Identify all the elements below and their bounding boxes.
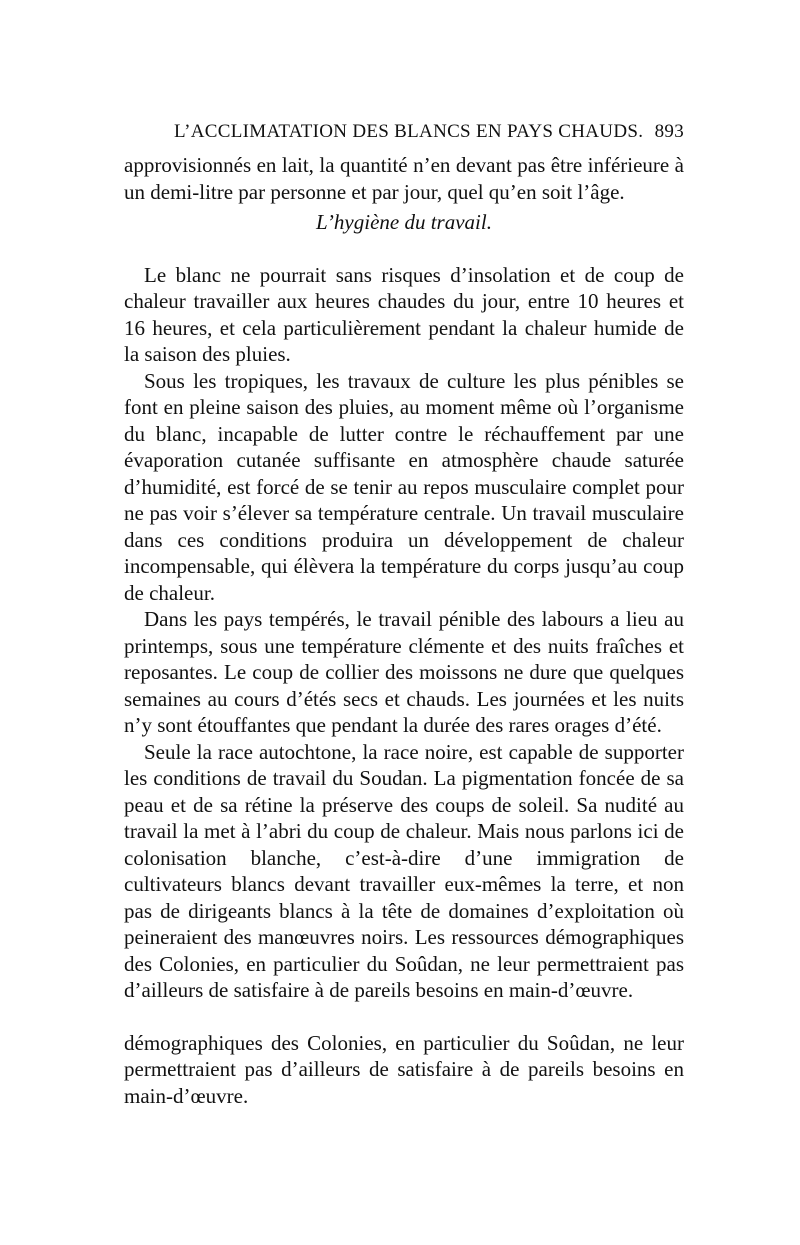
paragraph: Dans les pays tempérés, le travail pénible des labours a lieu au printemps, sous une température clémente et des nuits fraîches et reposantes. Le coup de collier des moissons ne dure que quelques semaines au cours d’étés secs et chauds. Les journées et les nuits n’y sont étouffantes que pendant la durée des rares orages d’été. — [124, 607, 684, 737]
running-header — [174, 117, 684, 147]
paragraph: Sous les tropiques, les travaux de culture les plus pénibles se font en pleine saison des pluies, au moment même où l’organisme du blanc, incapable de lutter contre le réchauffement par une évaporation cutanée suffisante en atmosphère chaude saturée d’humidité, est forcé de se tenir au repos musculaire complet pour ne pas voir s’élever sa température centrale. Un travail musculaire dans ces conditions produira un développement de chaleur incompensable, qui élèvera la température du corps jusqu’au coup de chaleur. — [124, 368, 684, 605]
running-title: L’ACCLIMATATION DES BLANCS EN PAYS CHAUDS. — [174, 121, 644, 142]
page-number: 893 — [654, 121, 684, 142]
paragraph: Seule la race autochtone, la race noire, est capable de supporter les conditions de travail du Soudan. La pigmentation foncée de sa peau et de sa rétine la préserve des coups de soleil. Sa nudité au travail la met à l’abri du coup de chaleur. Mais nous parlons ici de colonisation blanche, c’est-à-dire d’une immigration de cultivateurs blancs devant travailler eux-mêmes la terre, et non pas de dirigeants blancs à la tête de domaines d’exploitation où peineraient des manœuvres noirs. Les ressources démographiques des Colonies, en particulier du Soûdan, ne leur permettraient pas d’ailleurs de satisfaire à de pareils besoins en main-d’œuvre. — [124, 739, 684, 1002]
paragraph: Le blanc ne pourrait sans risques d’insolation et de coup de chaleur travailler aux heures chaudes du jour, entre 10 heures et 16 heures, et cela particulièrement pendant la chaleur humide de la saison des pluies. — [124, 262, 684, 366]
page-body — [124, 152, 684, 1109]
paragraph-continued: approvisionnés en lait, la quantité n’en devant pas être inférieure à un demi-litre par personne et par jour, quel qu’en soit l’âge. — [124, 153, 684, 204]
paragraph-duplicate-fragment: démographiques des Colonies, en particulier du Soûdan, ne leur permettraient pas d’ailleurs de satisfaire à de pareils besoins en main-d’œuvre. — [124, 1030, 684, 1108]
section-subheading: L’hygiène du travail. — [316, 210, 492, 234]
